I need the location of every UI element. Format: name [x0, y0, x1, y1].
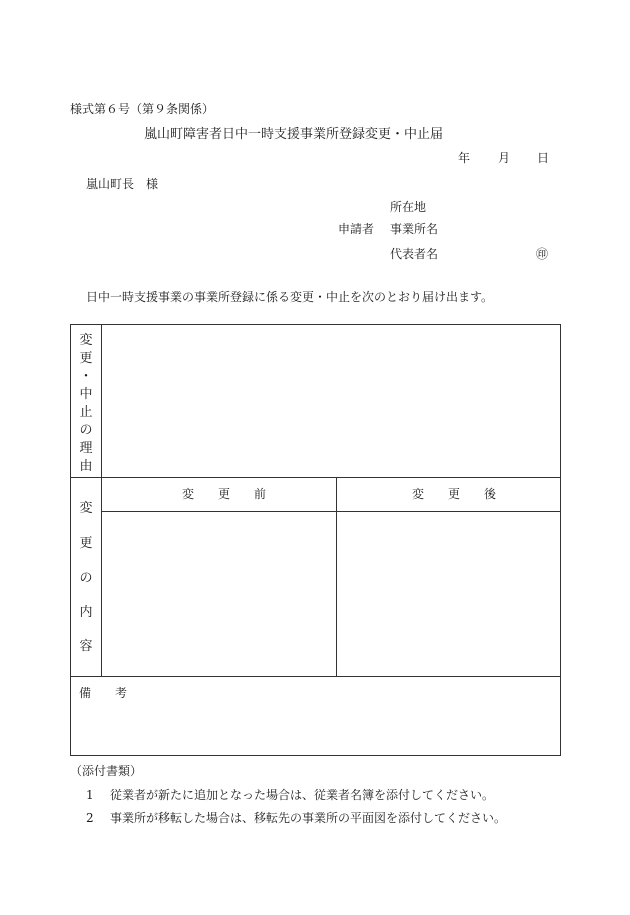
form-table: 変 更 ・ 中 止 の 理 由 変 更 の 内 容 変 更 前 変 更 後 備 考 — [70, 324, 561, 756]
before-header: 変 更 前 — [182, 487, 267, 501]
location-label: 所在地 — [390, 200, 427, 214]
attachment-item-num: 2 — [86, 811, 94, 825]
seal-mark: ㊞ — [536, 247, 549, 261]
attachment-item-num: 1 — [86, 788, 94, 802]
representative-label: 代表者名 — [390, 247, 439, 261]
reason-field[interactable] — [102, 325, 560, 477]
remarks-field[interactable] — [71, 677, 560, 755]
statement: 日中一時支援事業の事業所登録に係る変更・中止を次のとおり届け出ます。 — [86, 290, 494, 304]
date-month-label: 月 — [498, 151, 511, 165]
after-header: 変 更 後 — [412, 487, 497, 501]
remarks-label: 備 考 — [79, 686, 128, 700]
attachments-heading: （添付書類） — [70, 764, 143, 778]
reason-label: 変 更 ・ 中 止 の 理 由 — [79, 333, 93, 474]
office-name-label: 事業所名 — [390, 222, 439, 236]
form-number: 様式第６号（第９条関係） — [70, 102, 215, 116]
date-year-label: 年 — [458, 151, 471, 165]
form-title: 嵐山町障害者日中一時支援事業所登録変更・中止届 — [144, 127, 444, 142]
addressee: 嵐山町長 様 — [86, 177, 159, 191]
after-field[interactable] — [337, 512, 560, 676]
applicant-label: 申請者 — [338, 222, 375, 236]
attachment-item-text: 従業者が新たに追加となった場合は、従業者名簿を添付してください。 — [110, 788, 495, 802]
date-day-label: 日 — [537, 151, 550, 165]
before-field[interactable] — [102, 512, 336, 676]
attachment-item-text: 事業所が移転した場合は、移転先の事業所の平面図を添付してください。 — [110, 811, 507, 825]
table-divider — [71, 477, 560, 478]
